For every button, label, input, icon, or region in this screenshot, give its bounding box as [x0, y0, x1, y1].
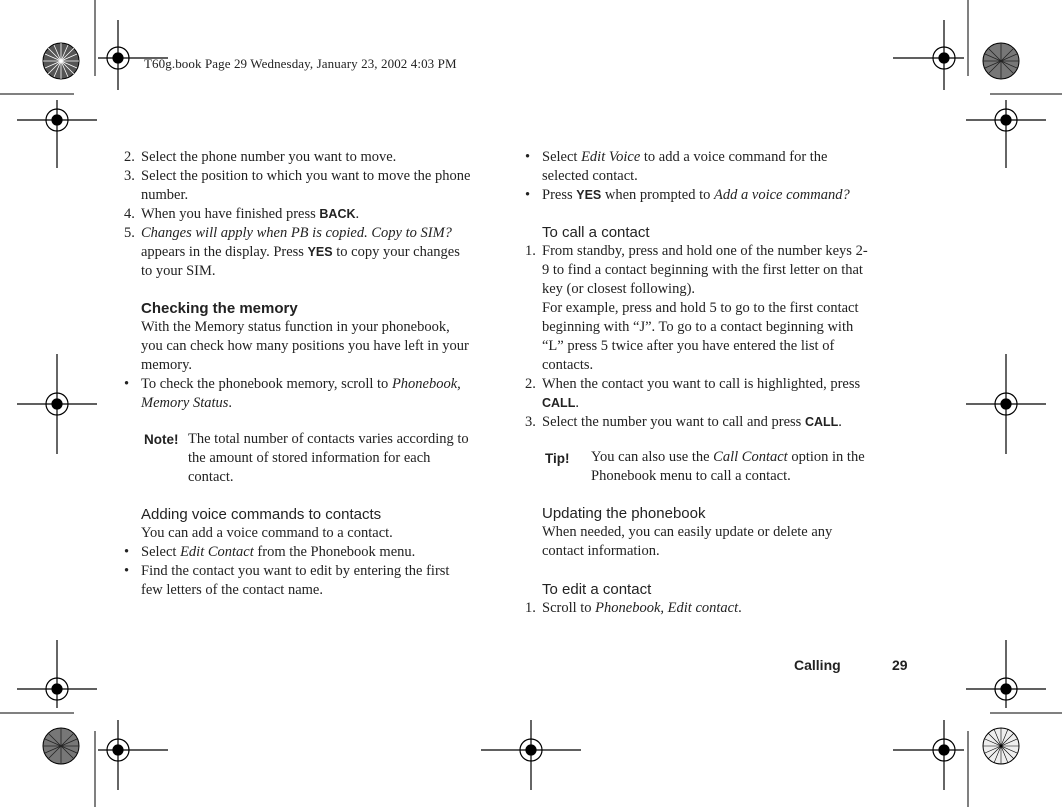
menu-path: Edit Contact — [180, 544, 254, 560]
tip-text-part: option in the — [787, 449, 865, 465]
memory-bullet — [124, 375, 509, 413]
section-heading: Checking the memory — [141, 300, 298, 317]
bullet-icon: • — [124, 376, 130, 392]
step-5 — [124, 224, 509, 281]
right-bullet-1 — [525, 148, 915, 186]
note-line: contact. — [188, 469, 234, 485]
bullet-text: To check the phonebook memory, scroll to — [141, 376, 392, 392]
menu-path: Memory Status — [141, 395, 229, 411]
registration-target-icon — [17, 100, 97, 168]
note-box — [144, 430, 514, 487]
menu-path: Phonebook, Edit contact — [595, 600, 739, 616]
punctuation: . — [575, 395, 579, 411]
tip-line — [591, 448, 915, 467]
footer-section-name: Calling — [794, 657, 841, 673]
display-message: Changes will apply when PB is copied. Copy to SIM? — [141, 225, 452, 241]
key-label: YES — [576, 188, 602, 202]
step-number: 4. — [124, 206, 135, 222]
bullet-icon: • — [124, 544, 130, 560]
step-number: 1. — [525, 600, 536, 616]
step-text: For example, press and hold 5 to go to the first contact — [542, 300, 859, 316]
registration-target-icon — [17, 640, 97, 708]
registration-target-icon — [98, 720, 168, 790]
right-column — [525, 148, 915, 432]
bullet-text: Press — [542, 187, 577, 203]
punctuation: . — [738, 600, 742, 616]
bullet-icon: • — [525, 187, 531, 203]
voice-section — [124, 505, 509, 600]
page-number: 29 — [892, 657, 908, 673]
bullet-text: Select — [141, 544, 181, 560]
step-text: to your SIM. — [141, 263, 216, 279]
bullet-text: when prompted to — [601, 187, 715, 203]
tip-box — [545, 448, 915, 486]
starburst-mark-icon — [983, 728, 1019, 764]
bullet-text: Find the contact you want to edit by entering the first — [141, 563, 450, 579]
registration-target-icon — [893, 20, 964, 90]
step-number: 2. — [525, 376, 536, 392]
starburst-mark-icon — [983, 43, 1019, 79]
step-text: number. — [141, 187, 189, 203]
bullet-icon: • — [124, 563, 130, 579]
step-number: 3. — [525, 414, 536, 430]
step-text: contacts. — [542, 357, 594, 373]
call-step-2 — [525, 375, 915, 413]
update-section — [542, 504, 912, 561]
paragraph-line: contact information. — [542, 543, 660, 559]
tip-text-part: You can also use the — [591, 449, 714, 465]
starburst-mark-icon — [43, 43, 79, 79]
registration-target-icon — [966, 640, 1046, 708]
call-section — [525, 223, 915, 242]
step-4 — [124, 205, 509, 224]
punctuation: . — [228, 395, 233, 411]
bullet-text: from the Phonebook menu. — [253, 544, 416, 560]
step-text: appears in the display. Press — [141, 244, 308, 260]
key-label: CALL — [542, 396, 576, 410]
step-number: 5. — [124, 225, 135, 241]
step-number: 2. — [124, 149, 135, 165]
section-heading: Updating the phonebook — [542, 505, 706, 522]
step-text: 9 to find a contact beginning with the first letter on that — [542, 262, 863, 278]
edit-step-1 — [525, 599, 915, 618]
voice-bullet-2 — [124, 562, 509, 600]
section-heading: Adding voice commands to contacts — [141, 506, 382, 523]
bullet-text: selected contact. — [542, 168, 638, 184]
step-3 — [124, 167, 509, 205]
right-bullet-2 — [525, 186, 915, 205]
bullet-icon: • — [525, 149, 531, 165]
voice-bullet-1 — [124, 543, 509, 562]
bullet-text: Select — [542, 149, 582, 165]
step-text: From standby, press and hold one of the number keys 2- — [542, 243, 868, 259]
section-heading: To call a contact — [542, 224, 650, 241]
step-text: When the contact you want to call is highlighted, press — [542, 376, 861, 392]
menu-path: Phonebook, — [391, 376, 461, 392]
step-2 — [124, 148, 509, 167]
registration-target-icon — [966, 100, 1046, 168]
paragraph-line: With the Memory status function in your phonebook, — [141, 319, 450, 335]
print-header: T60g.book Page 29 Wednesday, January 23, 2002 4:03 PM — [144, 56, 457, 71]
tip-text — [591, 448, 915, 486]
menu-path: Edit Voice — [581, 149, 641, 165]
key-label: CALL — [804, 415, 839, 429]
paragraph-line: you can check how many positions you have left in your — [141, 338, 469, 354]
punctuation: . — [355, 206, 360, 222]
edit-section — [525, 580, 915, 618]
step-text: “L” press 5 twice after you have entered the list of — [542, 338, 835, 354]
step-number: 1. — [525, 243, 536, 259]
call-step-1 — [525, 242, 915, 375]
registration-target-icon — [893, 720, 964, 790]
tip-label: Tip! — [545, 451, 570, 466]
call-step-3 — [525, 413, 915, 432]
paragraph-line: When needed, you can easily update or delete any — [542, 524, 833, 540]
registration-target-icon — [966, 354, 1046, 454]
tip-line: Phonebook menu to call a contact. — [591, 468, 791, 484]
step-text: Select the phone number you want to move. — [141, 149, 397, 165]
step-text: Scroll to — [542, 600, 596, 616]
step-text: Select the position to which you want to move the phone — [141, 168, 471, 184]
step-text: to copy your changes — [332, 244, 460, 260]
display-message: Add a voice command? — [714, 187, 850, 203]
menu-path: Call Contact — [713, 449, 788, 465]
bullet-text: few letters of the contact name. — [141, 582, 323, 598]
registration-target-icon — [481, 720, 581, 790]
left-column — [124, 148, 509, 413]
note-line: the amount of stored information for each — [188, 450, 431, 466]
step-text: Select the number you want to call and press — [542, 414, 805, 430]
paragraph-line: You can add a voice command to a contact. — [141, 525, 393, 541]
section-heading: To edit a contact — [542, 581, 652, 598]
key-label: BACK — [319, 207, 356, 221]
step-text: When you have finished press — [141, 206, 320, 222]
note-text — [188, 430, 514, 487]
note-line: The total number of contacts varies according to — [188, 431, 469, 447]
starburst-mark-icon — [43, 728, 79, 764]
note-label: Note! — [144, 432, 179, 447]
step-text: key (or closest following). — [542, 281, 696, 297]
memory-section — [124, 299, 509, 375]
bullet-text: to add a voice command for the — [640, 149, 828, 165]
step-number: 3. — [124, 168, 135, 184]
step-text: beginning with “J”. To go to a contact beginning with — [542, 319, 854, 335]
registration-target-icon — [17, 354, 97, 454]
key-label: YES — [307, 245, 333, 259]
punctuation: . — [838, 414, 842, 430]
paragraph-line: memory. — [141, 357, 193, 373]
